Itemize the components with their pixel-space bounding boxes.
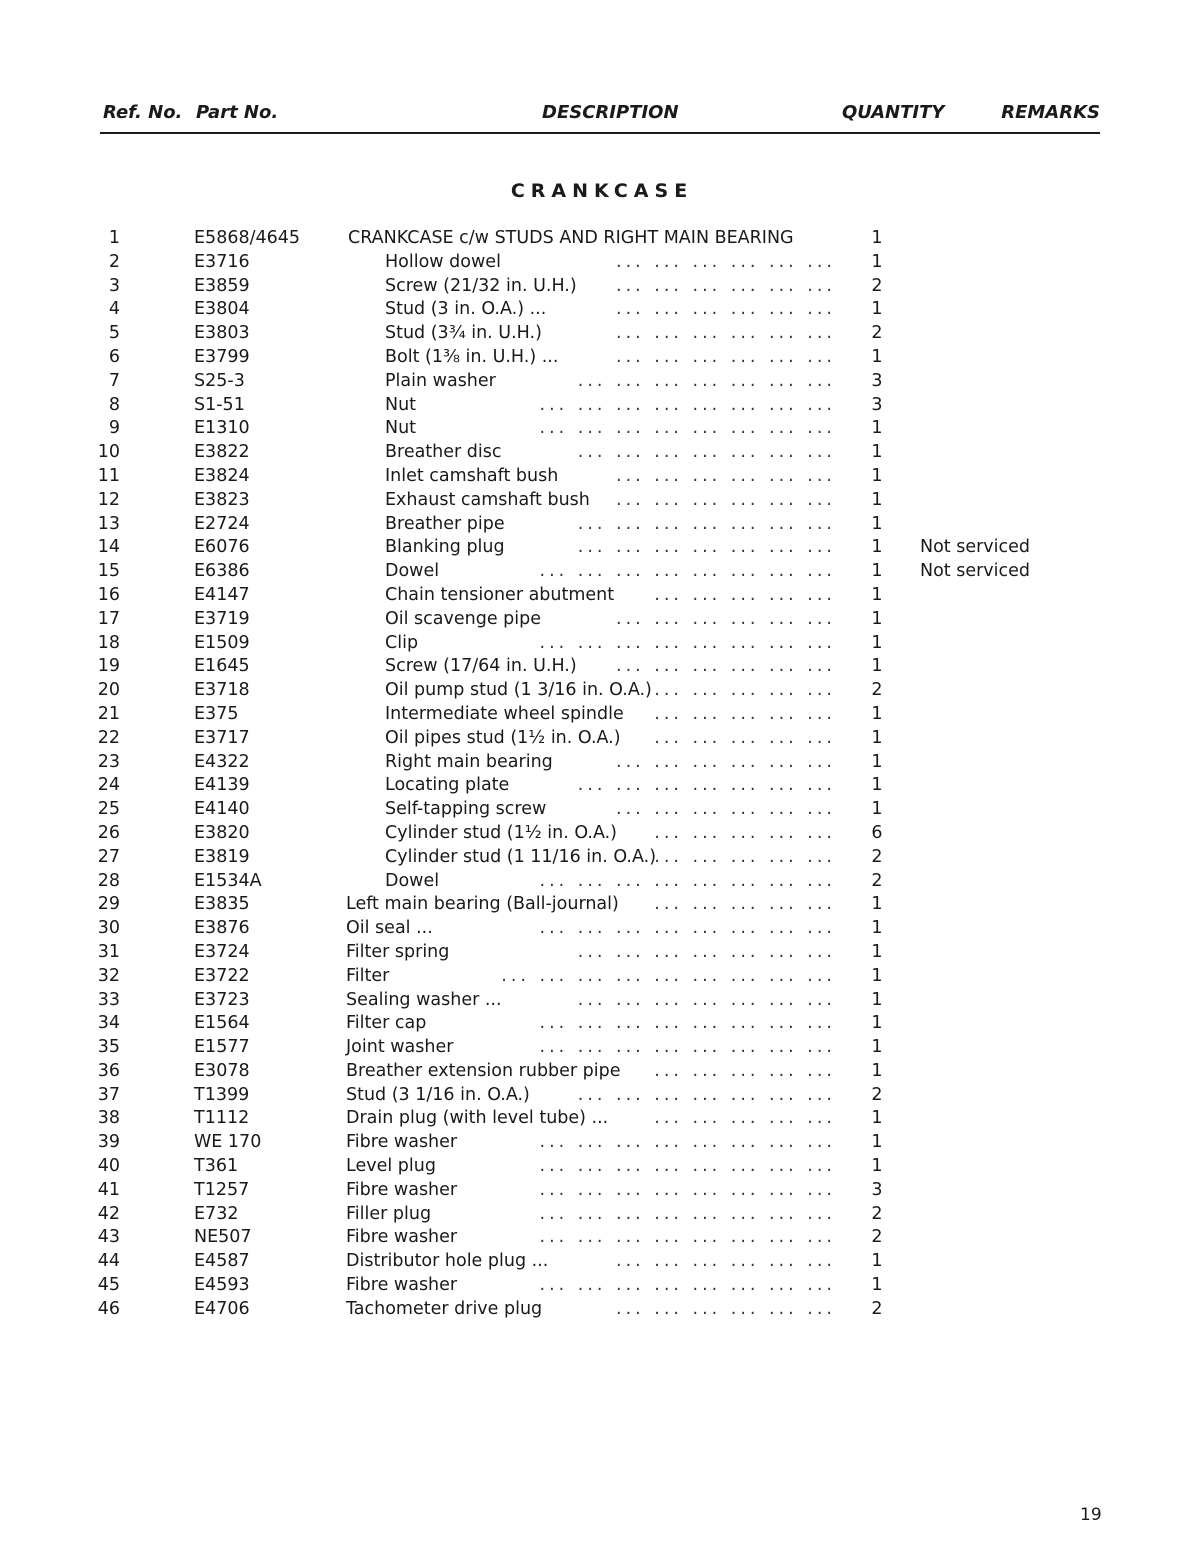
part-number: E3717 (194, 727, 250, 748)
part-description: Bolt (1⅜ in. U.H.) ... (385, 346, 559, 367)
table-row (0, 632, 1204, 656)
table-row (0, 1155, 1204, 1179)
ref-number: 27 (97, 846, 120, 867)
ref-number: 21 (97, 703, 120, 724)
quantity: 1 (871, 989, 883, 1010)
ref-number: 31 (97, 941, 120, 962)
dot-leader: ... ... ... ... ... (654, 727, 836, 748)
dot-leader: ... ... ... ... ... ... ... ... (539, 394, 836, 415)
part-number: E4587 (194, 1251, 250, 1272)
part-description: Screw (17/64 in. U.H.) (385, 656, 577, 677)
table-row (0, 322, 1204, 346)
ref-number: 15 (97, 561, 120, 582)
ref-number: 23 (97, 751, 120, 772)
part-description: Nut (385, 418, 417, 439)
ref-number: 1 (108, 228, 120, 248)
quantity: 1 (871, 799, 883, 820)
header-ref-no: Ref. No. (103, 102, 183, 123)
quantity: 1 (871, 656, 883, 677)
dot-leader: ... ... ... ... ... ... (616, 465, 836, 486)
table-row (0, 275, 1204, 299)
part-description: Intermediate wheel spindle (385, 703, 624, 724)
quantity: 1 (871, 1060, 883, 1081)
dot-leader: ... ... ... ... ... (654, 584, 836, 605)
header-part-no: Part No. (196, 102, 279, 123)
part-number: E4706 (194, 1298, 250, 1319)
dot-leader: ... ... ... ... ... (654, 1060, 836, 1081)
part-description: Self-tapping screw (385, 799, 547, 820)
table-row (0, 870, 1204, 894)
ref-number: 3 (108, 275, 120, 296)
dot-leader: ... ... ... ... ... ... (616, 299, 836, 320)
parts-list (0, 227, 1204, 1322)
remarks: Not serviced (920, 561, 1031, 582)
part-description: Cylinder stud (1 11/16 in. O.A.) (385, 846, 657, 867)
ref-number: 35 (97, 1037, 120, 1058)
part-description: Filter (346, 965, 390, 986)
dot-leader: ... ... ... ... ... ... (616, 489, 836, 510)
quantity: 1 (871, 489, 883, 510)
table-row (0, 1274, 1204, 1298)
quantity: 1 (871, 537, 883, 558)
table-row (0, 679, 1204, 703)
part-description: Screw (21/32 in. U.H.) (385, 275, 577, 296)
table-row (0, 822, 1204, 846)
part-description: Fibre washer (346, 1227, 458, 1248)
dot-leader: ... ... ... ... ... ... ... ... (539, 1037, 836, 1058)
part-description: Oil pump stud (1 3/16 in. O.A.) (385, 680, 652, 701)
ref-number: 13 (97, 513, 120, 534)
part-description: Cylinder stud (1½ in. O.A.) (385, 822, 618, 843)
part-number: E1564 (194, 1013, 250, 1034)
part-number: E375 (194, 703, 239, 724)
part-description: Level plug (346, 1156, 436, 1177)
part-description: Oil scavenge pipe (385, 608, 542, 629)
part-description: Breather disc (385, 442, 502, 463)
part-description: Clip (385, 632, 419, 653)
part-number: S25-3 (194, 370, 245, 391)
ref-number: 14 (97, 537, 120, 558)
table-row (0, 560, 1204, 584)
part-number: E3799 (194, 346, 250, 367)
part-number: E3719 (194, 608, 250, 629)
quantity: 1 (871, 299, 883, 320)
ref-number: 33 (97, 989, 120, 1010)
part-number: E1577 (194, 1037, 250, 1058)
table-row (0, 513, 1204, 537)
quantity: 1 (871, 1156, 883, 1177)
ref-number: 8 (108, 394, 120, 415)
part-description: Blanking plug (385, 537, 505, 558)
ref-number: 43 (97, 1227, 120, 1248)
part-description: Fibre washer (346, 1179, 458, 1200)
table-row (0, 1131, 1204, 1155)
ref-number: 11 (97, 465, 120, 486)
part-description: Drain plug (with level tube) ... (346, 1108, 609, 1129)
quantity: 1 (871, 561, 883, 582)
header-description: DESCRIPTION (542, 102, 679, 123)
part-description: CRANKCASE c/w STUDS AND RIGHT MAIN BEARING (348, 228, 794, 248)
dot-leader: ... ... ... ... ... ... ... (577, 442, 836, 463)
quantity: 2 (871, 323, 883, 344)
dot-leader: ... ... ... ... ... ... ... (577, 775, 836, 796)
part-description: Left main bearing (Ball-journal) (346, 894, 619, 915)
quantity: 1 (871, 465, 883, 486)
dot-leader: ... ... ... ... ... ... ... ... (539, 1013, 836, 1034)
part-description: Tachometer drive plug (346, 1298, 543, 1319)
quantity: 1 (871, 584, 883, 605)
ref-number: 24 (97, 775, 120, 796)
part-description: Hollow dowel (385, 251, 501, 272)
part-number: E3822 (194, 442, 250, 463)
table-row (0, 465, 1204, 489)
quantity: 1 (871, 513, 883, 534)
dot-leader: ... ... ... ... ... ... (616, 1298, 836, 1319)
table-row (0, 1036, 1204, 1060)
quantity: 2 (871, 275, 883, 296)
quantity: 1 (871, 775, 883, 796)
table-row (0, 1107, 1204, 1131)
table-row (0, 227, 1204, 251)
ref-number: 19 (97, 656, 120, 677)
part-number: E3078 (194, 1060, 250, 1081)
part-number: E1509 (194, 632, 250, 653)
part-number: E3718 (194, 680, 250, 701)
part-number: E3804 (194, 299, 250, 320)
part-description: Plain washer (385, 370, 496, 391)
part-description: Nut (385, 394, 417, 415)
ref-number: 42 (97, 1203, 120, 1224)
part-number: T361 (194, 1156, 239, 1177)
quantity: 2 (871, 1084, 883, 1105)
part-number: E4140 (194, 799, 250, 820)
ref-number: 40 (97, 1156, 120, 1177)
dot-leader: ... ... ... ... ... ... (616, 251, 836, 272)
dot-leader: ... ... ... ... ... ... ... (577, 370, 836, 391)
table-row (0, 655, 1204, 679)
dot-leader: ... ... ... ... ... ... ... (577, 1084, 836, 1105)
header-quantity: QUANTITY (842, 102, 945, 123)
quantity: 1 (871, 894, 883, 915)
ref-number: 20 (97, 680, 120, 701)
dot-leader: ... ... ... ... ... ... ... ... (539, 1203, 836, 1224)
quantity: 2 (871, 1298, 883, 1319)
ref-number: 26 (97, 822, 120, 843)
remarks: Not serviced (920, 537, 1031, 558)
part-description: Distributor hole plug ... (346, 1251, 549, 1272)
table-row (0, 774, 1204, 798)
part-number: E6386 (194, 561, 250, 582)
table-row (0, 441, 1204, 465)
dot-leader: ... ... ... ... ... ... ... (577, 989, 836, 1010)
ref-number: 4 (108, 299, 120, 320)
part-number: WE 170 (194, 1132, 262, 1153)
dot-leader: ... ... ... ... ... ... ... ... (539, 918, 836, 939)
ref-number: 25 (97, 799, 120, 820)
part-description: Oil seal ... (346, 918, 433, 939)
table-row (0, 1203, 1204, 1227)
dot-leader: ... ... ... ... ... ... (616, 1251, 836, 1272)
part-description: Sealing washer ... (346, 989, 502, 1010)
ref-number: 30 (97, 918, 120, 939)
quantity: 1 (871, 1037, 883, 1058)
part-number: E3835 (194, 894, 250, 915)
table-row (0, 394, 1204, 418)
part-number: E3859 (194, 275, 250, 296)
part-description: Fibre washer (346, 1275, 458, 1296)
part-number: NE507 (194, 1227, 252, 1248)
ref-number: 22 (97, 727, 120, 748)
dot-leader: ... ... ... ... ... ... ... (577, 513, 836, 534)
table-row (0, 917, 1204, 941)
table-row (0, 1298, 1204, 1322)
quantity: 2 (871, 680, 883, 701)
dot-leader: ... ... ... ... ... ... (616, 346, 836, 367)
part-number: E3820 (194, 822, 250, 843)
table-row (0, 1250, 1204, 1274)
dot-leader: ... ... ... ... ... ... (616, 656, 836, 677)
part-number: S1-51 (194, 394, 245, 415)
part-description: Filter cap (346, 1013, 427, 1034)
dot-leader: ... ... ... ... ... ... (616, 799, 836, 820)
section-title: CRANKCASE (510, 180, 694, 202)
dot-leader: ... ... ... ... ... (654, 894, 836, 915)
dot-leader: ... ... ... ... ... ... (616, 751, 836, 772)
dot-leader: ... ... ... ... ... ... ... ... (539, 418, 836, 439)
table-row (0, 417, 1204, 441)
dot-leader: ... ... ... ... ... ... ... ... (539, 1179, 836, 1200)
ref-number: 41 (97, 1179, 120, 1200)
part-description: Stud (3¾ in. U.H.) (385, 323, 542, 344)
table-row (0, 1012, 1204, 1036)
ref-number: 36 (97, 1060, 120, 1081)
ref-number: 46 (97, 1298, 120, 1319)
table-row (0, 751, 1204, 775)
quantity: 1 (871, 727, 883, 748)
part-description: Joint washer (346, 1037, 454, 1058)
quantity: 1 (871, 632, 883, 653)
ref-number: 45 (97, 1275, 120, 1296)
dot-leader: ... ... ... ... ... (654, 822, 836, 843)
part-description: Stud (3 in. O.A.) ... (385, 299, 547, 320)
table-row (0, 1179, 1204, 1203)
part-description: Inlet camshaft bush (385, 465, 559, 486)
part-description: Dowel (385, 561, 440, 582)
table-row (0, 346, 1204, 370)
quantity: 1 (871, 608, 883, 629)
dot-leader: ... ... ... ... ... ... ... ... (539, 1132, 836, 1153)
table-row (0, 1226, 1204, 1250)
ref-number: 44 (97, 1251, 120, 1272)
part-number: T1112 (194, 1108, 250, 1129)
part-number: E4139 (194, 775, 250, 796)
part-number: E3824 (194, 465, 250, 486)
table-row (0, 703, 1204, 727)
quantity: 1 (871, 703, 883, 724)
part-description: Oil pipes stud (1½ in. O.A.) (385, 727, 621, 748)
part-number: E2724 (194, 513, 250, 534)
dot-leader: ... ... ... ... ... ... (616, 608, 836, 629)
part-number: E4322 (194, 751, 250, 772)
part-number: E3724 (194, 941, 250, 962)
part-number: E3823 (194, 489, 250, 510)
ref-number: 12 (97, 489, 120, 510)
quantity: 3 (871, 394, 883, 415)
part-number: E5868/4645 (194, 228, 301, 248)
header-remarks: REMARKS (1001, 102, 1100, 123)
table-header (100, 100, 1100, 134)
ref-number: 7 (108, 370, 120, 391)
part-number: E732 (194, 1203, 239, 1224)
dot-leader: ... ... ... ... ... (654, 1108, 836, 1129)
ref-number: 34 (97, 1013, 120, 1034)
quantity: 2 (871, 870, 883, 891)
quantity: 1 (871, 1108, 883, 1129)
quantity: 1 (871, 418, 883, 439)
part-number: E3722 (194, 965, 250, 986)
part-description: Filler plug (346, 1203, 432, 1224)
dot-leader: ... ... ... ... ... ... ... ... (539, 1275, 836, 1296)
table-row (0, 989, 1204, 1013)
ref-number: 5 (108, 323, 120, 344)
table-row (0, 893, 1204, 917)
part-number: E1534A (194, 870, 262, 891)
quantity: 1 (871, 751, 883, 772)
quantity: 1 (871, 251, 883, 272)
ref-number: 32 (97, 965, 120, 986)
quantity: 1 (871, 1251, 883, 1272)
part-description: Right main bearing (385, 751, 553, 772)
part-number: E3803 (194, 323, 250, 344)
ref-number: 2 (108, 251, 120, 272)
table-row (0, 370, 1204, 394)
dot-leader: ... ... ... ... ... ... (616, 275, 836, 296)
table-row (0, 965, 1204, 989)
ref-number: 29 (97, 894, 120, 915)
ref-number: 16 (97, 584, 120, 605)
dot-leader: ... ... ... ... ... (654, 680, 836, 701)
quantity: 3 (871, 1179, 883, 1200)
quantity: 1 (871, 1132, 883, 1153)
dot-leader: ... ... ... ... ... ... (616, 323, 836, 344)
table-row (0, 536, 1204, 560)
part-description: Locating plate (385, 775, 510, 796)
quantity: 2 (871, 1227, 883, 1248)
part-number: E4593 (194, 1275, 250, 1296)
ref-number: 9 (108, 418, 120, 439)
part-number: E3819 (194, 846, 250, 867)
table-row (0, 251, 1204, 275)
dot-leader: ... ... ... ... ... (654, 703, 836, 724)
part-description: Dowel (385, 870, 440, 891)
part-number: E3716 (194, 251, 250, 272)
table-row (0, 584, 1204, 608)
quantity: 1 (871, 941, 883, 962)
table-row (0, 1060, 1204, 1084)
part-number: E1310 (194, 418, 250, 439)
part-description: Filter spring (346, 941, 450, 962)
dot-leader: ... ... ... ... ... ... ... (577, 537, 836, 558)
quantity: 1 (871, 228, 883, 248)
ref-number: 17 (97, 608, 120, 629)
dot-leader: ... ... ... ... ... ... ... (577, 941, 836, 962)
dot-leader: ... ... ... ... ... (654, 846, 836, 867)
ref-number: 10 (97, 442, 120, 463)
dot-leader: ... ... ... ... ... ... ... ... (539, 561, 836, 582)
quantity: 1 (871, 918, 883, 939)
part-number: T1257 (194, 1179, 250, 1200)
part-number: E1645 (194, 656, 250, 677)
part-number: E3876 (194, 918, 250, 939)
quantity: 1 (871, 1275, 883, 1296)
ref-number: 38 (97, 1108, 120, 1129)
dot-leader: ... ... ... ... ... ... ... ... ... (501, 965, 836, 986)
part-description: Stud (3 1/16 in. O.A.) (346, 1084, 530, 1105)
table-row (0, 489, 1204, 513)
part-number: T1399 (194, 1084, 250, 1105)
part-description: Fibre washer (346, 1132, 458, 1153)
table-row (0, 727, 1204, 751)
quantity: 1 (871, 346, 883, 367)
quantity: 2 (871, 1203, 883, 1224)
part-description: Breather pipe (385, 513, 505, 534)
ref-number: 39 (97, 1132, 120, 1153)
ref-number: 18 (97, 632, 120, 653)
ref-number: 37 (97, 1084, 120, 1105)
quantity: 3 (871, 370, 883, 391)
table-row (0, 608, 1204, 632)
table-row (0, 1084, 1204, 1108)
table-row (0, 798, 1204, 822)
quantity: 6 (871, 822, 883, 843)
dot-leader: ... ... ... ... ... ... ... ... (539, 870, 836, 891)
quantity: 2 (871, 846, 883, 867)
table-row (0, 941, 1204, 965)
part-description: Breather extension rubber pipe (346, 1060, 621, 1081)
dot-leader: ... ... ... ... ... ... ... ... (539, 1227, 836, 1248)
table-row (0, 298, 1204, 322)
dot-leader: ... ... ... ... ... ... ... ... (539, 632, 836, 653)
part-number: E3723 (194, 989, 250, 1010)
part-description: Exhaust camshaft bush (385, 489, 590, 510)
table-row (0, 846, 1204, 870)
page-number: 19 (1080, 1505, 1102, 1525)
part-description: Chain tensioner abutment (385, 584, 615, 605)
part-number: E4147 (194, 584, 250, 605)
quantity: 1 (871, 1013, 883, 1034)
quantity: 1 (871, 965, 883, 986)
part-number: E6076 (194, 537, 250, 558)
dot-leader: ... ... ... ... ... ... ... ... (539, 1156, 836, 1177)
quantity: 1 (871, 442, 883, 463)
ref-number: 28 (97, 870, 120, 891)
ref-number: 6 (108, 346, 120, 367)
